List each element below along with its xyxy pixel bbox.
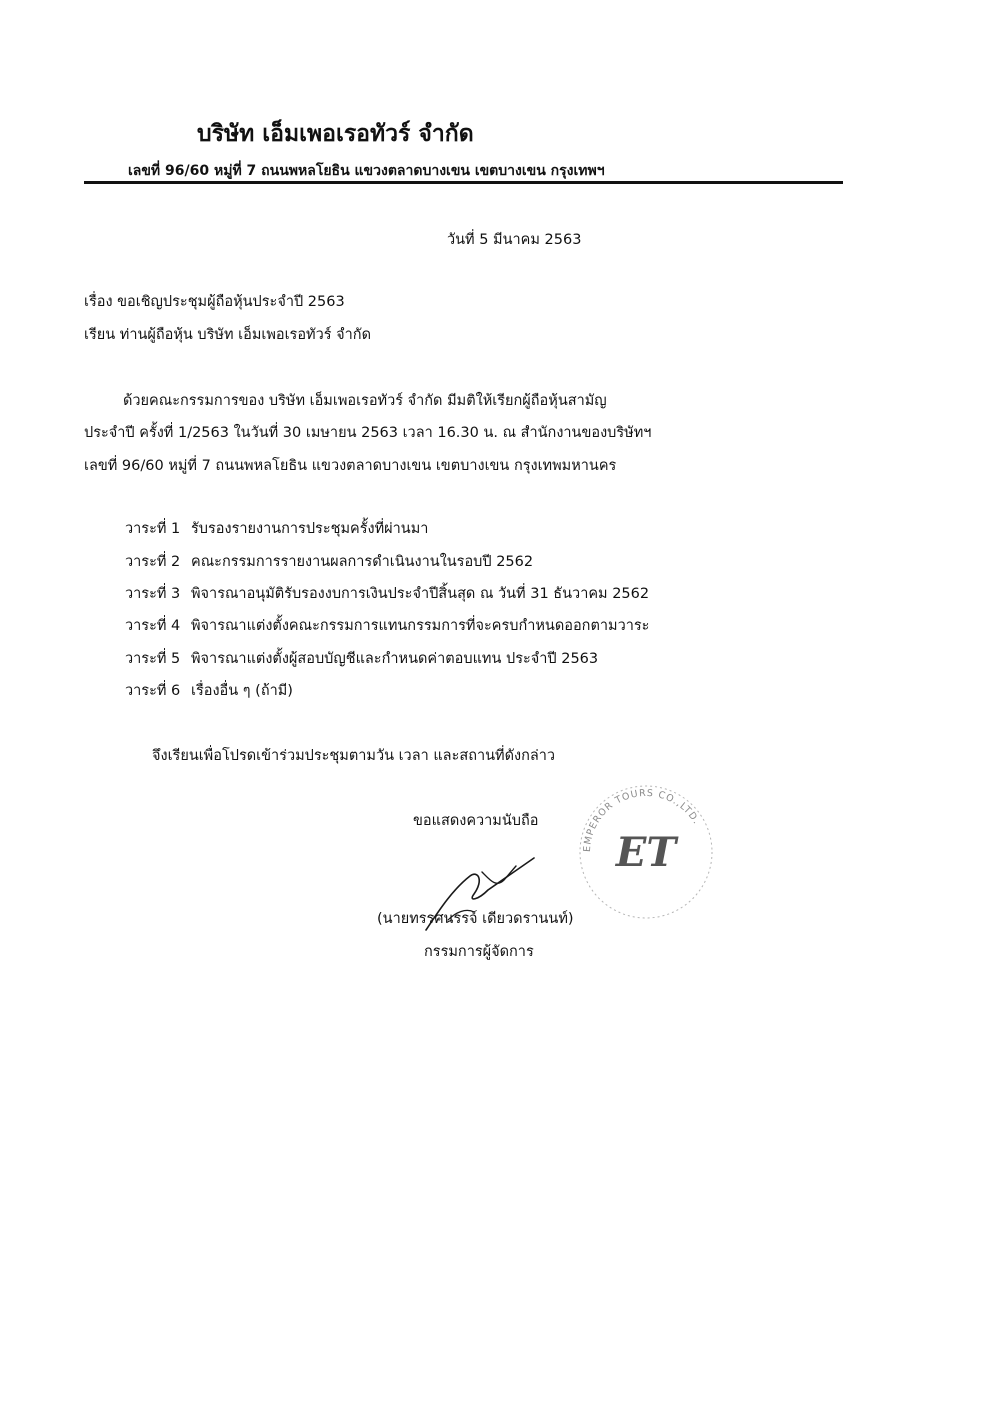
- seal-ring-text: EMPEROR TOURS CO.,LTD.: [581, 787, 703, 853]
- body-line-3: เลขที่ 96/60 หมู่ที่ 7 ถนนพหลโยธิน แขวงตลาดบางเขน เขตบางเขน กรุงเทพมหานคร: [84, 458, 617, 474]
- agenda-item-2: [125, 550, 533, 573]
- company-seal: [572, 778, 720, 926]
- agenda-number: วาระที่ 4: [125, 618, 181, 634]
- agenda-item-5: [125, 647, 598, 670]
- agenda-number: วาระที่ 1: [125, 521, 181, 537]
- letter-date: วันที่ 5 มีนาคม 2563: [447, 232, 582, 248]
- agenda-text: คณะกรรมการรายงานผลการดำเนินงานในรอบปี 2562: [191, 554, 534, 570]
- agenda-number: วาระที่ 5: [125, 651, 181, 667]
- header-divider: [84, 181, 843, 184]
- agenda-item-1: [125, 517, 428, 540]
- agenda-text: เรื่องอื่น ๆ (ถ้ามี): [191, 683, 293, 699]
- seal-letters: ET: [615, 829, 677, 876]
- agenda-text: พิจารณาแต่งตั้งผู้สอบบัญชีและกำหนดค่าตอบแทน ประจำปี 2563: [191, 651, 599, 667]
- company-address: เลขที่ 96/60 หมู่ที่ 7 ถนนพหลโยธิน แขวงตลาดบางเขน เขตบางเขน กรุงเทพฯ: [128, 163, 605, 179]
- agenda-number: วาระที่ 2: [125, 554, 181, 570]
- agenda-number: วาระที่ 3: [125, 586, 181, 602]
- agenda-number: วาระที่ 6: [125, 683, 181, 699]
- signer-name: (นายทรรศนรรจ์ เดียวดรานนท์): [377, 911, 574, 927]
- letter-addressee: เรียน ท่านผู้ถือหุ้น บริษัท เอ็มเพอเรอทัวร์ จำกัด: [84, 327, 371, 343]
- agenda-text: พิจารณาอนุมัติรับรองงบการเงินประจำปีสิ้นสุด ณ วันที่ 31 ธันวาคม 2562: [191, 586, 650, 602]
- agenda-item-4: [125, 614, 649, 637]
- letter-subject: เรื่อง ขอเชิญประชุมผู้ถือหุ้นประจำปี 2563: [84, 294, 345, 310]
- closing-request: จึงเรียนเพื่อโปรดเข้าร่วมประชุมตามวัน เวลา และสถานที่ดังกล่าว: [152, 748, 556, 764]
- agenda-text: พิจารณาแต่งตั้งคณะกรรมการแทนกรรมการที่จะครบกำหนดออกตามวาระ: [191, 618, 650, 634]
- agenda-item-6: [125, 679, 293, 702]
- company-name: บริษัท เอ็มเพอเรอทัวร์ จำกัด: [197, 121, 474, 147]
- signer-title: กรรมการผู้จัดการ: [424, 944, 534, 960]
- body-line-1: ด้วยคณะกรรมการของ บริษัท เอ็มเพอเรอทัวร์ จำกัด มีมติให้เรียกผู้ถือหุ้นสามัญ: [123, 393, 607, 409]
- body-line-2: ประจำปี ครั้งที่ 1/2563 ในวันที่ 30 เมษายน 2563 เวลา 16.30 น. ณ สำนักงานของบริษัทฯ: [84, 425, 652, 441]
- closing-regards: ขอแสดงความนับถือ: [413, 813, 539, 829]
- agenda-text: รับรองรายงานการประชุมครั้งที่ผ่านมา: [191, 521, 429, 537]
- agenda-item-3: [125, 582, 649, 605]
